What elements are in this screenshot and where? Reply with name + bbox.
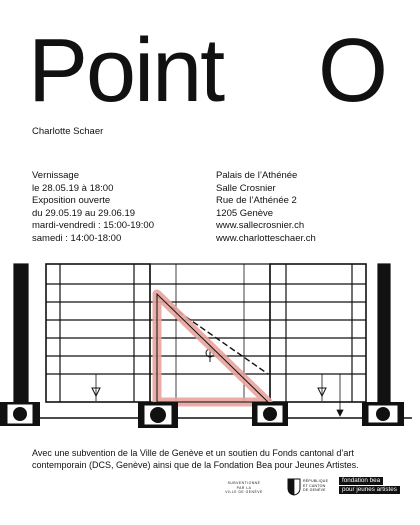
logo-text: SUBVENTIONNÉ (227, 481, 261, 485)
artist-website-link[interactable]: www.charlotteschaer.ch (216, 232, 316, 244)
poster-title: Point (28, 21, 224, 121)
logo-text: PAR LA (236, 485, 252, 490)
venue-block (216, 170, 316, 246)
logo-text: fondation bea (339, 477, 383, 485)
exhibition-dates-block (32, 170, 154, 246)
venue-line: Palais de l’Athénée (216, 170, 298, 181)
venue-line: Salle Crosnier (216, 182, 276, 194)
etat-de-geneve-logo (287, 478, 335, 496)
artist-name: Charlotte Schaer (32, 126, 104, 137)
info-line: du 29.05.19 au 29.06.19 (32, 207, 136, 219)
info-line: samedi : 14:00-18:00 (32, 232, 122, 244)
logo-text: pour jeunes artistes (339, 486, 400, 494)
left-post (14, 264, 28, 418)
info-line: mardi-vendredi : 15:00-19:00 (32, 220, 154, 232)
logo-text: VILLE DE GENÈVE (225, 490, 263, 495)
logo-text: RÉPUBLIQUE (303, 479, 329, 483)
poster-title-letter: O (318, 21, 389, 121)
architectural-drawing (0, 256, 420, 432)
venue-website-link[interactable]: www.sallecrosnier.ch (216, 220, 305, 232)
logo-text: DE GENÈVE (303, 488, 326, 493)
support-credits: Avec une subvention de la Ville de Genève et un soutien du Fonds cantonal d’art contemporain (DCS, Genève) ainsi que de la Fondation Bea pour Jeunes Artistes. (32, 448, 359, 470)
venue-line: 1205 Genève (216, 207, 274, 219)
info-line: Exposition ouverte (32, 195, 111, 207)
shield-icon (287, 478, 301, 496)
fondation-bea-logo (339, 477, 397, 495)
venue-line: Rue de l’Athénée 2 (216, 195, 297, 207)
info-line: le 28.05.19 à 18:00 (32, 182, 114, 194)
info-line: Vernissage (32, 170, 80, 181)
logo-text: ET CANTON (303, 483, 326, 488)
right-post (378, 264, 390, 418)
ville-de-geneve-logo (216, 481, 272, 495)
